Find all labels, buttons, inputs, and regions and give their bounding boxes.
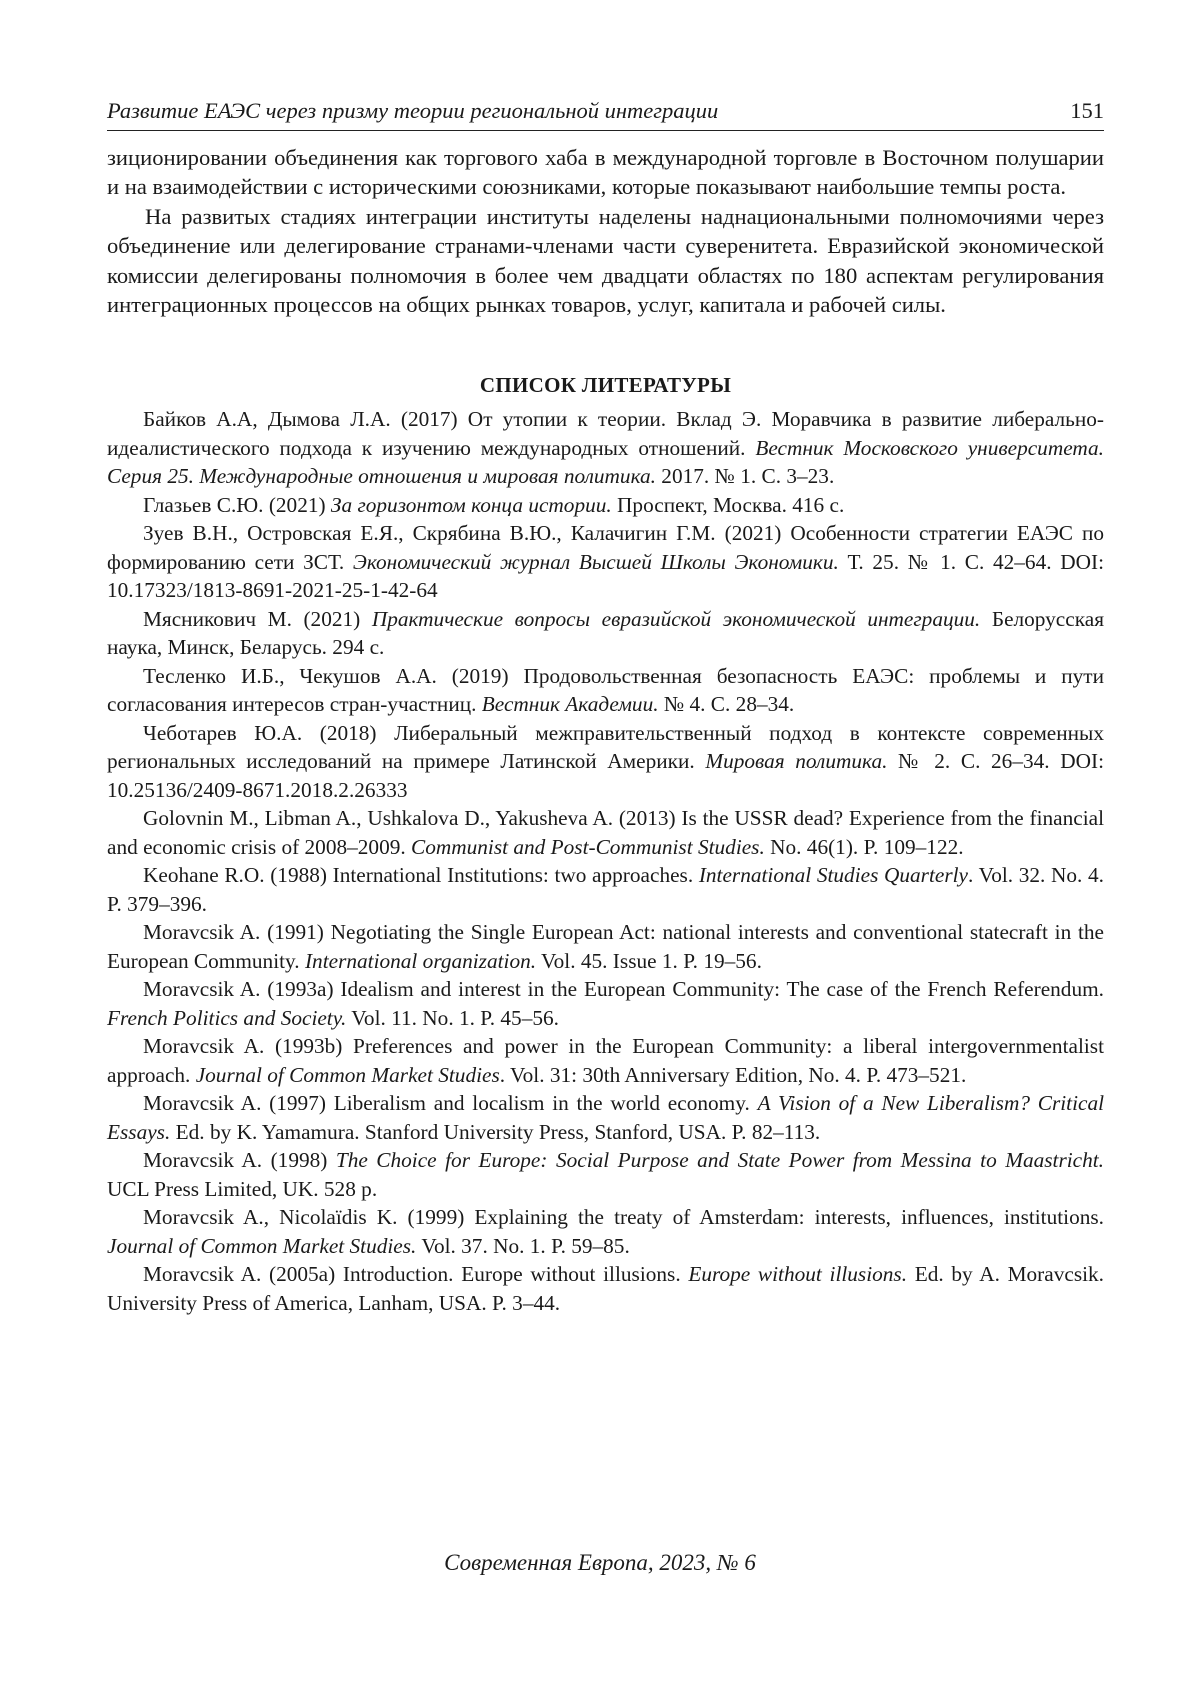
- reference-text: Moravcsik A. (1998): [143, 1148, 336, 1173]
- reference-text: Moravcsik A. (2005a) Introduction. Europe without illusions.: [143, 1262, 689, 1287]
- reference-text: Moravcsik A. (1993a) Idealism and interest in the European Community: The case of the French Referendum.: [143, 977, 1104, 1002]
- reference-details: Vol. 45. Issue 1. P. 19–56.: [536, 948, 762, 973]
- reference-item: [107, 1089, 1104, 1146]
- reference-source: Europe without illusions.: [688, 1262, 908, 1287]
- reference-source: A Vision of a New Liberalism? Critical Essays.: [107, 1091, 1105, 1144]
- reference-details: UCL Press Limited, UK. 528 p.: [107, 1176, 378, 1201]
- reference-item: [107, 1203, 1104, 1260]
- reference-item: [107, 1146, 1104, 1203]
- reference-source: Экономический журнал Высшей Школы Экономики.: [352, 549, 839, 574]
- reference-source: Практические вопросы евразийской экономической интеграции.: [371, 606, 981, 631]
- running-header: [107, 98, 1104, 131]
- reference-details: Т. 25. № 1. С. 42–64. DOI: 10.17323/1813-8691-2021-25-1-42-64: [107, 549, 1105, 603]
- reference-text: Байков А.А, Дымова Л.А. (2017) От утопии к теории. Вклад Э. Моравчика в развитие либерально-идеалистического подхода к изучению международных отношений.: [107, 407, 1104, 460]
- reference-item: [107, 975, 1104, 1032]
- reference-text: Moravcsik A. (1993b) Preferences and power in the European Community: a liberal intergovernmentalist approach.: [107, 1034, 1104, 1087]
- reference-details: Ed. by A. Moravcsik. University Press of America, Lanham, USA. P. 3–44.: [107, 1262, 1105, 1315]
- reference-details: . Vol. 31: 30th Anniversary Edition, No. 4. P. 473–521.: [499, 1062, 967, 1087]
- reference-text: Глазьев С.Ю. (2021): [143, 492, 331, 517]
- reference-text: Moravcsik A. (1991) Negotiating the Single European Act: national interests and conventional statecraft in the European Community.: [107, 920, 1104, 973]
- reference-text: Зуев В.Н., Островская Е.Я., Скрябина В.Ю., Калачигин Г.М. (2021) Особенности стратегии ЕАЭС по формированию сети ЗСТ.: [107, 521, 1104, 574]
- reference-details: Белорусская наука, Минск, Беларусь. 294 с.: [107, 606, 1104, 660]
- body-paragraph: зиционировании объединения как торгового хаба в международной торговле в Восточном полушарии и на взаимодействии с историческими союзниками, которые показывают наибольшие темпы роста.: [107, 145, 1104, 200]
- reference-text: Keohane R.O. (1988) International Institutions: two approaches.: [143, 863, 699, 888]
- reference-item: [107, 491, 1104, 520]
- references-title: СПИСОК ЛИТЕРАТУРЫ: [479, 373, 732, 398]
- reference-details: . Vol. 32. No. 4. P. 379–396.: [107, 863, 1104, 916]
- reference-source: French Politics and Society.: [107, 1005, 347, 1030]
- reference-text: Moravcsik A., Nicolaïdis K. (1999) Explaining the treaty of Amsterdam: interests, influences, institutions.: [143, 1205, 1104, 1230]
- reference-source: Мировая политика.: [705, 749, 888, 774]
- reference-source: International organization.: [304, 948, 537, 973]
- reference-text: Тесленко И.Б., Чекушов А.А. (2019) Продовольственная безопасность ЕАЭС: проблемы и пути согласования интересов стран-участниц.: [107, 663, 1104, 717]
- reference-source: Вестник Академии.: [481, 692, 659, 717]
- reference-details: Ed. by K. Yamamura. Stanford University Press, Stanford, USA. P. 82–113.: [170, 1119, 821, 1144]
- reference-details: № 2. С. 26–34. DOI: 10.25136/2409-8671.2018.2.26333: [107, 749, 1104, 802]
- reference-source: Вестник Московского университета. Серия 25. Международные отношения и мировая политика.: [107, 435, 1104, 489]
- reference-text: Moravcsik A. (1997) Liberalism and localism in the world economy.: [143, 1091, 758, 1116]
- journal-footer: Современная Европа, 2023, № 6: [444, 1550, 756, 1575]
- body-paragraph: На развитых стадиях интеграции институты наделены наднациональными полномочиями через объединение или делегирование странами-членами части суверенитета. Евразийской экономической комиссии делегированы полномочия в более чем двадцати областях по 180 аспектам регулирования интеграционных процессов на общих рынках товаров, услуг, капитала и рабочей силы.: [107, 203, 1104, 318]
- reference-details: Проспект, Москва. 416 с.: [611, 492, 845, 517]
- reference-item: [107, 719, 1104, 805]
- running-title: Развитие ЕАЭС через призму теории региональной интеграции: [107, 98, 719, 123]
- reference-details: No. 46(1). P. 109–122.: [764, 834, 964, 859]
- reference-item: [107, 1032, 1104, 1089]
- references-list: [107, 405, 1104, 1317]
- reference-source: Journal of Common Market Studies: [195, 1062, 500, 1087]
- reference-item: [107, 519, 1104, 605]
- reference-item: [107, 605, 1104, 662]
- reference-item: [107, 1260, 1104, 1317]
- reference-text: Чеботарев Ю.А. (2018) Либеральный межправительственный подход в контексте современных региональных исследований на примере Латинской Америки.: [107, 720, 1104, 774]
- reference-details: № 4. С. 28–34.: [658, 692, 795, 717]
- reference-item: [107, 861, 1104, 918]
- reference-source: The Choice for Europe: Social Purpose and State Power from Messina to Maastricht.: [335, 1148, 1104, 1173]
- body-text: [107, 143, 1104, 319]
- reference-details: 2017. № 1. С. 3–23.: [655, 464, 835, 489]
- reference-source: Journal of Common Market Studies.: [107, 1233, 417, 1258]
- page-content: [107, 98, 1104, 1317]
- reference-source: Communist and Post-Communist Studies.: [411, 834, 765, 859]
- reference-item: [107, 918, 1104, 975]
- reference-details: Vol. 11. No. 1. P. 45–56.: [346, 1005, 559, 1030]
- reference-source: За горизонтом конца истории.: [330, 492, 612, 517]
- reference-source: International Studies Quarterly: [698, 863, 968, 888]
- reference-text: Golovnin M., Libman A., Ushkalova D., Yakusheva A. (2013) Is the USSR dead? Experience from the financial and economic crisis of 2008–2009.: [107, 806, 1104, 859]
- reference-text: Мясникович М. (2021): [143, 606, 372, 631]
- reference-item: [107, 662, 1104, 719]
- page-number: 151: [1070, 98, 1104, 123]
- reference-details: Vol. 37. No. 1. P. 59–85.: [416, 1233, 630, 1258]
- reference-item: [107, 405, 1104, 491]
- reference-item: [107, 804, 1104, 861]
